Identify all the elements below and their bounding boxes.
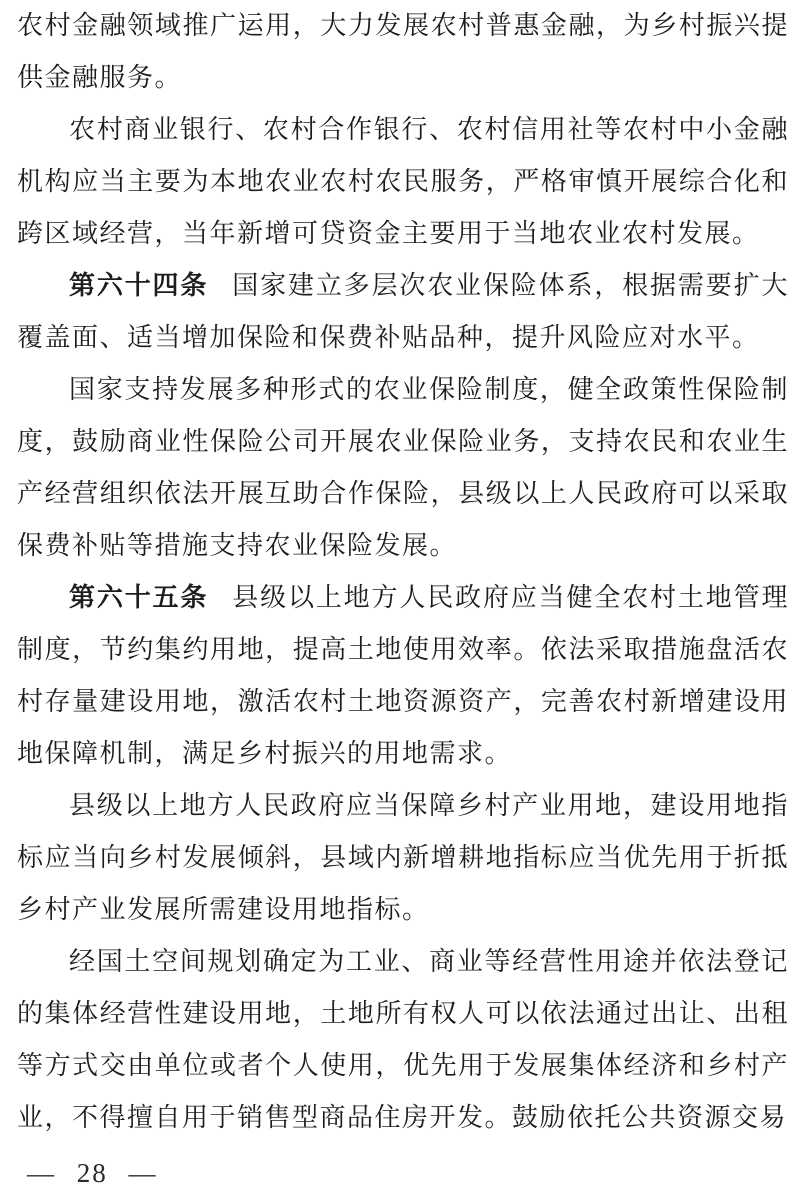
- paragraph: [17, 364, 789, 572]
- article-number: 第六十五条: [69, 583, 209, 612]
- article-paragraph-65: [17, 572, 789, 780]
- paragraph-continuation: [17, 0, 789, 104]
- paragraph-text: 农村金融领域推广运用，大力发展农村普惠金融，为乡村振兴提供金融服务。: [17, 11, 789, 92]
- article-number: 第六十四条: [69, 271, 209, 300]
- paragraph-text: 经国土空间规划确定为工业、商业等经营性用途并依法登记的集体经营性建设用地，土地所有权人可以依法通过出让、出租等方式交由单位或者个人使用，优先用于发展集体经济和乡村产业，不得擅自用于销售型商品住房开发。鼓励依托公共资源交易: [17, 947, 789, 1132]
- paragraph-text: 县级以上地方人民政府应当保障乡村产业用地，建设用地指标应当向乡村发展倾斜，县域内新增耕地指标应当优先用于折抵乡村产业发展所需建设用地指标。: [17, 791, 789, 924]
- paragraph: [17, 936, 789, 1144]
- paragraph: [17, 104, 789, 260]
- page-number: [17, 1150, 789, 1196]
- article-text: 县级以上地方人民政府应当健全农村土地管理制度，节约集约用地，提高土地使用效率。依法采取措施盘活农村存量建设用地，激活农村土地资源资产，完善农村新增建设用地保障机制，满足乡村振兴的用地需求。: [17, 583, 789, 768]
- article-paragraph-64: [17, 260, 789, 364]
- page-number-label: — 28 —: [27, 1158, 158, 1188]
- paragraph-text: 国家支持发展多种形式的农业保险制度，健全政策性保险制度，鼓励商业性保险公司开展农业保险业务，支持农民和农业生产经营组织依法开展互助合作保险，县级以上人民政府可以采取保费补贴等措施支持农业保险发展。: [17, 375, 789, 560]
- article-text: 国家建立多层次农业保险体系，根据需要扩大覆盖面、适当增加保险和保费补贴品种，提升风险应对水平。: [17, 271, 789, 352]
- paragraph: [17, 780, 789, 936]
- paragraph-text: 农村商业银行、农村合作银行、农村信用社等农村中小金融机构应当主要为本地农业农村农民服务，严格审慎开展综合化和跨区域经营，当年新增可贷资金主要用于当地农业农村发展。: [17, 115, 789, 248]
